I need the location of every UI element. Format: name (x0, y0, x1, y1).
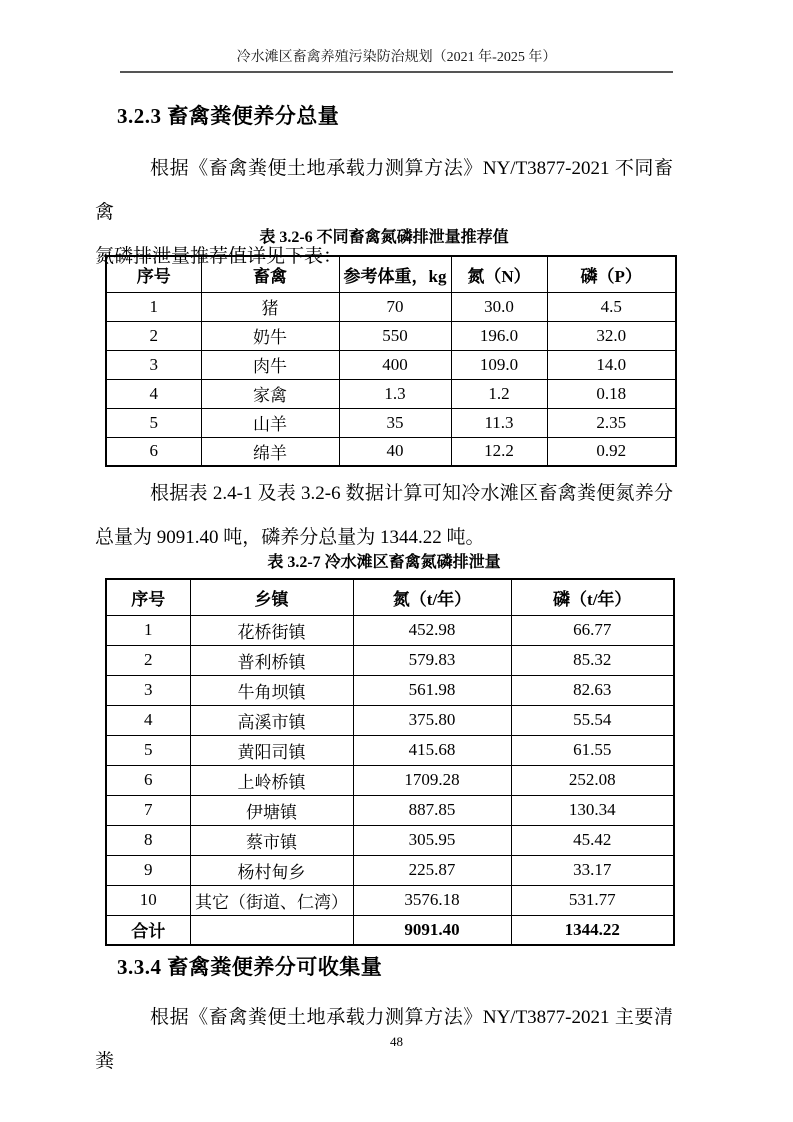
table-cell: 2.35 (547, 408, 676, 437)
table-row (106, 825, 674, 855)
table-cell: 家禽 (201, 379, 339, 408)
table-cell: 550 (339, 321, 451, 350)
table-cell: 400 (339, 350, 451, 379)
table-cell: 1 (106, 615, 190, 645)
table-row (106, 350, 676, 379)
table-cell: 3 (106, 675, 190, 705)
page-header-title: 冷水滩区畜禽养殖污染防治规划（2021 年-2025 年） (236, 50, 557, 65)
paragraph-line: 氮磷排泄量推荐值详见下表： (95, 246, 343, 267)
paragraph-line: 总量为 9091.40 吨，磷养分总量为 1344.22 吨。 (95, 527, 485, 548)
table-cell: 9 (106, 855, 190, 885)
table-cell: 8 (106, 825, 190, 855)
table-cell: 5 (106, 735, 190, 765)
table-cell: 305.95 (353, 825, 511, 855)
paragraph (95, 472, 673, 560)
table-cell: 32.0 (547, 321, 676, 350)
table-row (106, 735, 674, 765)
section-heading-3-3-4: 3.3.4 畜禽粪便养分可收集量 (117, 955, 383, 979)
table-cell (190, 915, 353, 945)
table-cell: 6 (106, 437, 201, 466)
table-row (106, 915, 674, 945)
table-row (106, 379, 676, 408)
table-cell: 40 (339, 437, 451, 466)
table-cell: 其它（街道、仁湾） (190, 885, 353, 915)
table-cell: 579.83 (353, 645, 511, 675)
table-cell: 牛角坝镇 (190, 675, 353, 705)
table-cell: 1 (106, 292, 201, 321)
table-row (106, 765, 674, 795)
column-header: 参考体重，kg (339, 256, 451, 292)
table-cell: 3 (106, 350, 201, 379)
table-cell: 109.0 (451, 350, 547, 379)
table-cell: 887.85 (353, 795, 511, 825)
table-cell: 肉牛 (201, 350, 339, 379)
table-cell: 61.55 (511, 735, 674, 765)
table-row (106, 408, 676, 437)
table-row (106, 855, 674, 885)
table-row (106, 675, 674, 705)
table-row (106, 885, 674, 915)
table-row (106, 615, 674, 645)
table-cell: 合计 (106, 915, 190, 945)
table-cell: 山羊 (201, 408, 339, 437)
table-cell: 4.5 (547, 292, 676, 321)
table-row (106, 321, 676, 350)
table-cell: 1.3 (339, 379, 451, 408)
paragraph-line: 根据《畜禽粪便土地承载力测算方法》NY/T3877-2021 主要清粪 (95, 1007, 673, 1072)
table-cell: 45.42 (511, 825, 674, 855)
table-cell: 85.32 (511, 645, 674, 675)
table-cell: 70 (339, 292, 451, 321)
table-cell: 10 (106, 885, 190, 915)
table-cell: 196.0 (451, 321, 547, 350)
table-cell: 0.92 (547, 437, 676, 466)
table-cell: 黄阳司镇 (190, 735, 353, 765)
table-cell: 7 (106, 795, 190, 825)
table-cell: 1344.22 (511, 915, 674, 945)
table-cell: 6 (106, 765, 190, 795)
table-cell: 2 (106, 321, 201, 350)
table-cell: 252.08 (511, 765, 674, 795)
table-cell: 55.54 (511, 705, 674, 735)
table-cell: 225.87 (353, 855, 511, 885)
table-cell: 4 (106, 705, 190, 735)
table-cell: 花桥街镇 (190, 615, 353, 645)
table-cell: 蔡市镇 (190, 825, 353, 855)
column-header: 氮（t/年） (353, 579, 511, 615)
column-header: 畜禽 (201, 256, 339, 292)
table-cell: 82.63 (511, 675, 674, 705)
table-cell: 531.77 (511, 885, 674, 915)
table-cell: 14.0 (547, 350, 676, 379)
table-header-row (106, 256, 676, 292)
column-header: 序号 (106, 256, 201, 292)
table-cell: 66.77 (511, 615, 674, 645)
table-cell: 12.2 (451, 437, 547, 466)
table-header-row (106, 579, 674, 615)
table-row (106, 292, 676, 321)
page-number: 48 (390, 1034, 403, 1049)
table-cell: 561.98 (353, 675, 511, 705)
table-cell: 奶牛 (201, 321, 339, 350)
table-row (106, 795, 674, 825)
table-cell: 130.34 (511, 795, 674, 825)
table-cell: 5 (106, 408, 201, 437)
column-header: 乡镇 (190, 579, 353, 615)
table-row (106, 705, 674, 735)
table-cell: 杨村甸乡 (190, 855, 353, 885)
table-cell: 33.17 (511, 855, 674, 885)
header-rule (120, 71, 673, 73)
column-header: 磷（P） (547, 256, 676, 292)
table-cell: 伊塘镇 (190, 795, 353, 825)
table-cell: 普利桥镇 (190, 645, 353, 675)
table-cell: 1709.28 (353, 765, 511, 795)
table-cell: 上岭桥镇 (190, 765, 353, 795)
paragraph-line: 根据《畜禽粪便土地承载力测算方法》NY/T3877-2021 不同畜禽 (95, 158, 673, 223)
table-cell: 3576.18 (353, 885, 511, 915)
table-cell: 0.18 (547, 379, 676, 408)
table-cell: 11.3 (451, 408, 547, 437)
paragraph-line: 根据表 2.4-1 及表 3.2-6 数据计算可知冷水滩区畜禽粪便氮养分 (150, 483, 673, 504)
table-cell: 452.98 (353, 615, 511, 645)
table-caption-3-2-7: 表 3.2-7 冷水滩区畜禽氮磷排泄量 (267, 554, 501, 571)
table-township-excretion (105, 578, 675, 946)
table-cell: 1.2 (451, 379, 547, 408)
column-header: 氮（N） (451, 256, 547, 292)
table-nutrient-excretion-reference (105, 255, 677, 467)
table-cell: 415.68 (353, 735, 511, 765)
table-cell: 9091.40 (353, 915, 511, 945)
table-cell: 35 (339, 408, 451, 437)
table-row (106, 645, 674, 675)
table-caption-3-2-6: 表 3.2-6 不同畜禽氮磷排泄量推荐值 (259, 229, 509, 246)
table-cell: 高溪市镇 (190, 705, 353, 735)
table-cell: 猪 (201, 292, 339, 321)
table-cell: 30.0 (451, 292, 547, 321)
table-cell: 绵羊 (201, 437, 339, 466)
section-heading-3-2-3: 3.2.3 畜禽粪便养分总量 (117, 104, 340, 128)
table-row (106, 437, 676, 466)
column-header: 序号 (106, 579, 190, 615)
table-cell: 4 (106, 379, 201, 408)
table-cell: 375.80 (353, 705, 511, 735)
column-header: 磷（t/年） (511, 579, 674, 615)
table-cell: 2 (106, 645, 190, 675)
